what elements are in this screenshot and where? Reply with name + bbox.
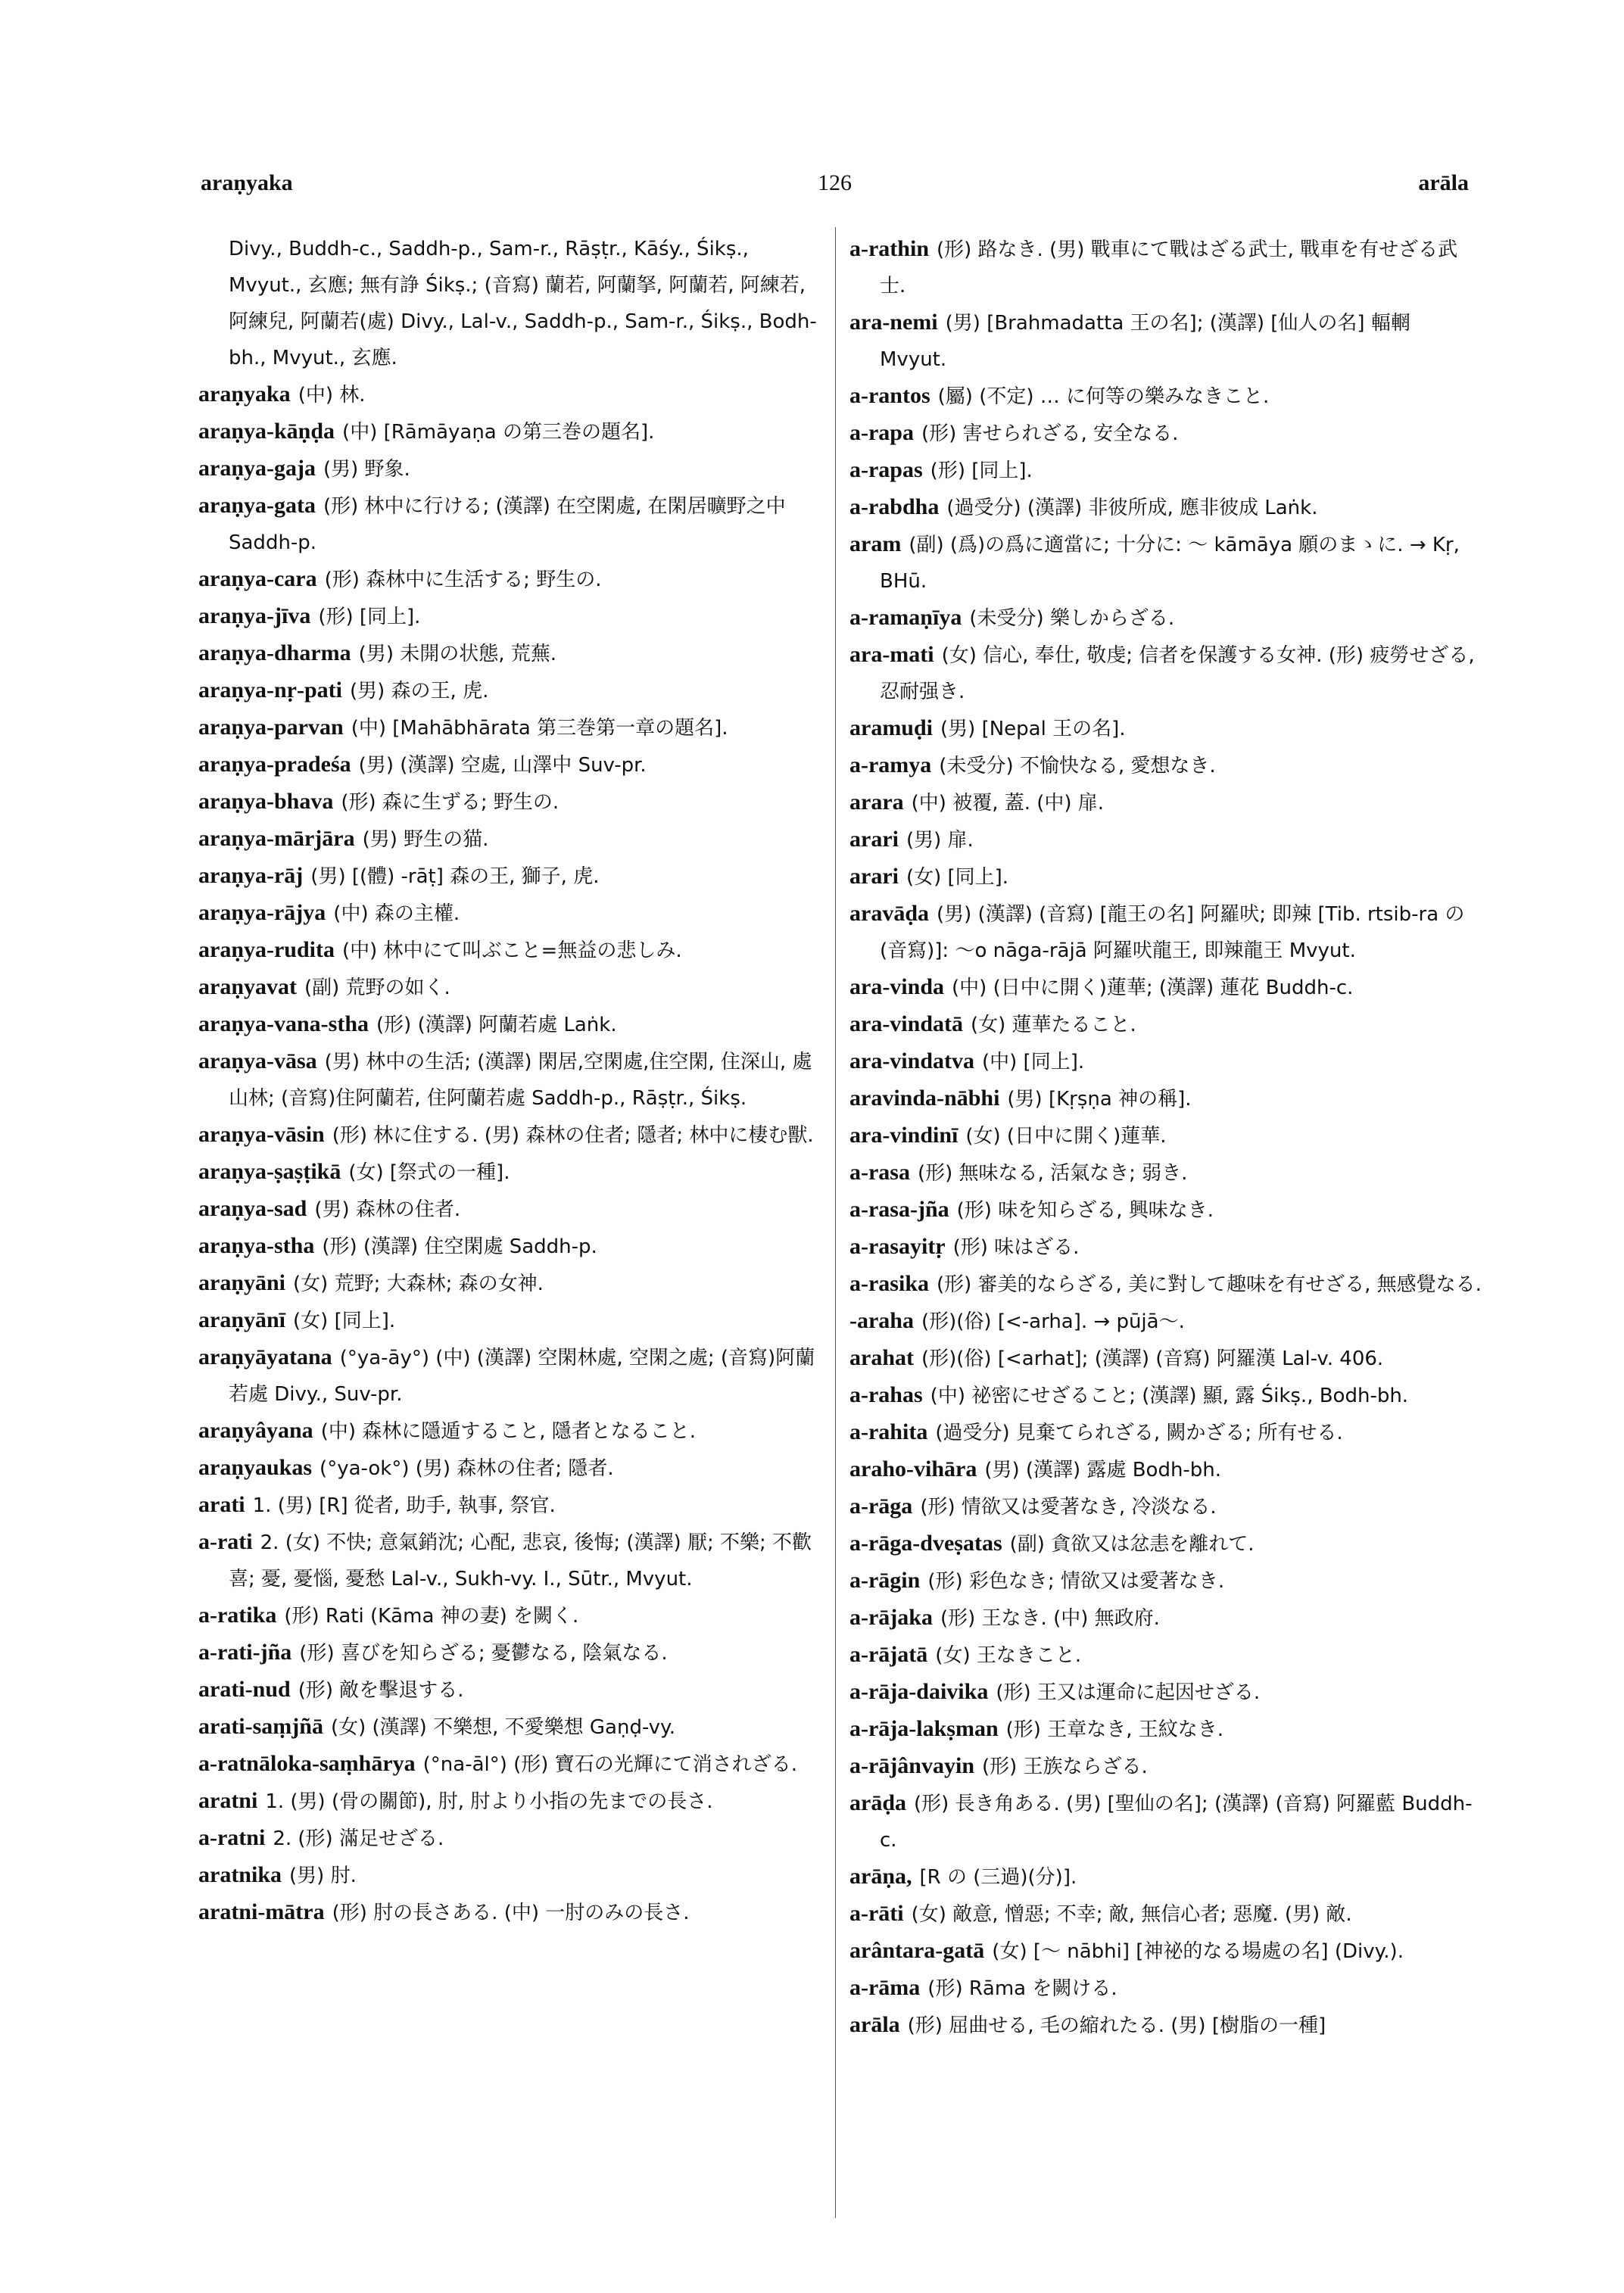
entry-headword: aratni-mātra: [198, 1899, 325, 1924]
dictionary-entry: [198, 1154, 827, 1191]
entry-headword: aravāḍa: [849, 901, 929, 926]
entry-definition: (中) (日中に開く)蓮華; (漢譯) 蓮花 Buddh-c.: [952, 977, 1354, 999]
dictionary-entry: [849, 526, 1482, 600]
dictionary-entry: [849, 1896, 1482, 1933]
entry-headword: araṇya-rudita: [198, 937, 335, 962]
entry-definition: (男) [Kṛṣṇa 神の稱].: [1007, 1088, 1192, 1111]
dictionary-entry: [198, 450, 827, 488]
entry-definition: (中) 森の主權.: [333, 902, 460, 925]
entry-headword: aram: [849, 531, 902, 556]
entry-headword: a-ramya: [849, 752, 932, 777]
entry-definition: (形) 彩色なき; 情欲又は愛著なき.: [927, 1570, 1225, 1593]
entry-headword: araṇya-nṛ-pati: [198, 678, 342, 703]
entry-headword: arahat: [849, 1345, 914, 1370]
dictionary-entry: [849, 1043, 1482, 1080]
dictionary-entry: [198, 932, 827, 969]
dictionary-entry: [198, 1487, 827, 1524]
entry-headword: arântara-gatā: [849, 1938, 985, 1963]
entry-definition: (男) 森の王, 虎.: [350, 680, 489, 703]
dictionary-entry: [849, 1006, 1482, 1043]
entry-definition: (男) 未開の状態, 荒蕪.: [358, 643, 557, 665]
dictionary-entry: [849, 637, 1482, 710]
entry-definition: (女) 敵意, 憎惡; 不幸; 敵, 無信心者; 惡魔. (男) 敵.: [911, 1903, 1352, 1926]
entry-headword: arari: [849, 827, 899, 852]
entry-definition: Divy., Buddh-c., Saddh-p., Sam-r., Rāṣṭr., Kāśy., Śikṣ., Mvyut., 玄應; 無有諍 Śikṣ.; (音寫) 蘭若, 阿蘭拏, 阿蘭若, 阿練若, 阿練兒, 阿蘭若(處) Divy., Lal-v., Saddh-p., Sam-r., Śikṣ., Bodh-bh., Mvyut., 玄應.: [229, 238, 817, 369]
entry-definition: (形) 肘の長さある. (中) 一肘のみの長さ.: [332, 1902, 690, 1924]
entry-headword: araṇya-rāj: [198, 863, 304, 888]
entry-definition: (副) 貪欲又は忿恚を離れて.: [1009, 1533, 1255, 1556]
header-right-word: arāla: [1418, 170, 1469, 195]
entry-definition: (男) (漢譯) 空處, 山澤中 Suv-pr.: [358, 754, 647, 777]
dictionary-entry: [849, 1637, 1482, 1674]
entry-headword: araṇya-jīva: [198, 603, 311, 628]
dictionary-entry: [849, 784, 1482, 821]
entry-headword: ara-vinda: [849, 974, 945, 999]
entry-definition: (形) Rāma を闕ける.: [927, 1977, 1117, 2000]
dictionary-entry: [849, 1414, 1482, 1451]
dictionary-entry: [849, 858, 1482, 896]
dictionary-entry: [849, 489, 1482, 526]
dictionary-entry: [198, 1671, 827, 1709]
dictionary-entry: [198, 1302, 827, 1339]
entry-definition: (女) [同上].: [906, 866, 1009, 889]
entry-definition: (°ya-ok°) (男) 森林の住者; 隱者.: [320, 1457, 614, 1480]
entry-definition: (中) 祕密にせざること; (漢譯) 顯, 露 Śikṣ., Bodh-bh.: [930, 1385, 1409, 1407]
dictionary-entry: [198, 1820, 827, 1857]
dictionary-entry: [198, 1597, 827, 1634]
entry-headword: arari: [849, 864, 899, 889]
dictionary-entry: [849, 231, 1482, 304]
entry-definition: (形) 屈曲せる, 毛の縮れたる. (男) [樹脂の一種]: [907, 2014, 1326, 2037]
dictionary-entry: [849, 896, 1482, 969]
entry-definition: (中) [Rāmāyaṇa の第三巻の題名].: [342, 421, 655, 444]
dictionary-entry: [198, 231, 827, 376]
entry-definition: (形) Rati (Kāma 神の妻) を闕く.: [284, 1605, 579, 1628]
dictionary-entry: [198, 1191, 827, 1228]
entry-definition: 1. (男) [R] 從者, 助手, 執事, 祭官.: [252, 1494, 556, 1517]
entry-definition: (形) 王章なき, 王紋なき.: [1005, 1718, 1224, 1741]
dictionary-entry: [198, 1265, 827, 1302]
entry-definition: (形) [同上].: [930, 460, 1033, 482]
entry-definition: (形) 味を知らざる, 興味なき.: [956, 1199, 1214, 1222]
entry-headword: araṇyāyatana: [198, 1344, 332, 1369]
entry-definition: (形)(俗) [<-arha]. → pūjā～.: [921, 1310, 1185, 1333]
entry-headword: a-rāja-lakṣman: [849, 1716, 999, 1741]
entry-definition: (中) 林.: [298, 384, 366, 407]
entry-definition: (中) 森林に隱遁すること, 隱者となること.: [320, 1420, 697, 1443]
dictionary-entry: [198, 672, 827, 709]
entry-headword: a-ratika: [198, 1603, 277, 1628]
dictionary-entry: [198, 821, 827, 858]
dictionary-entry: [198, 969, 827, 1006]
dictionary-entry: [849, 452, 1482, 489]
entry-definition: (男) (漢譯) 露處 Bodh-bh.: [984, 1459, 1222, 1481]
entry-definition: 2. (女) 不快; 意氣銷沈; 心配, 悲哀, 後悔; (漢譯) 厭; 不樂; 不歡喜; 憂, 憂惱, 憂愁 Lal-v., Sukh-vy. I., Sūtr., Mvyut.: [229, 1531, 812, 1590]
dictionary-entry: [198, 413, 827, 450]
dictionary-entry: [849, 1340, 1482, 1377]
entry-headword: a-rāja-daivika: [849, 1679, 989, 1704]
page-header: [201, 170, 1469, 201]
entry-headword: a-rahas: [849, 1382, 923, 1407]
entry-definition: (男) 肘.: [289, 1865, 357, 1887]
dictionary-entry: [849, 1080, 1482, 1117]
entry-definition: (男) 野象.: [323, 458, 410, 481]
dictionary-entry: [849, 710, 1482, 747]
entry-definition: (男) (漢譯) (音寫) [龍王の名] 阿羅吠; 即辣 [Tib. rtsib-ra の (音寫)]: ～o nāga-rājā 阿羅吠龍王, 即辣龍王 Mvyut.: [880, 903, 1465, 962]
entry-headword: araṇya-pradeśa: [198, 752, 351, 777]
entry-headword: a-rāga: [849, 1494, 913, 1519]
entry-definition: (女) [祭式の一種].: [348, 1161, 510, 1184]
entry-headword: a-rasa-jña: [849, 1197, 949, 1222]
dictionary-entry: [849, 1229, 1482, 1266]
entry-headword: araṇyāni: [198, 1270, 286, 1295]
entry-definition: (副) (爲)の爲に適當に; 十分に: ～ kāmāya 願のまゝに. → Kṛ, BHū.: [880, 534, 1460, 593]
entry-headword: araṇya-rājya: [198, 900, 326, 925]
entry-headword: araṇya-parvan: [198, 715, 344, 740]
dictionary-entry: [198, 1709, 827, 1746]
dictionary-entry: [849, 1192, 1482, 1229]
entry-headword: ara-vindatva: [849, 1048, 974, 1073]
dictionary-entry: [849, 1562, 1482, 1600]
entry-headword: a-rājaka: [849, 1605, 933, 1630]
entry-definition: (形) 敵を擊退する.: [298, 1679, 464, 1702]
entry-headword: ara-mati: [849, 642, 934, 667]
entry-definition: (形) 味はざる.: [952, 1236, 1080, 1259]
dictionary-entry: [849, 1451, 1482, 1488]
dictionary-entry: [198, 1746, 827, 1783]
entry-headword: araṇyānī: [198, 1307, 286, 1332]
entry-headword: ara-vindatā: [849, 1011, 963, 1036]
entry-definition: (形) 害せられざる, 安全なる.: [921, 422, 1179, 445]
entry-headword: aratni: [198, 1788, 258, 1813]
dictionary-entry: [198, 1857, 827, 1894]
entry-headword: arāḍa: [849, 1790, 906, 1815]
entry-headword: a-ratni: [198, 1825, 266, 1850]
entry-definition: (形) [同上].: [318, 606, 421, 628]
dictionary-entry: [849, 1748, 1482, 1785]
entry-headword: a-ratnāloka-saṃhārya: [198, 1751, 416, 1776]
dictionary-entry: [849, 415, 1482, 452]
dictionary-entry: [198, 488, 827, 561]
entry-definition: (女) [～ nābhi] [神祕的なる場處の名] (Divy.).: [992, 1940, 1404, 1963]
entry-headword: araṇya-gata: [198, 493, 316, 518]
dictionary-entry: [849, 304, 1482, 378]
entry-definition: (形) 情欲又は愛著なき, 冷淡なる.: [920, 1496, 1217, 1519]
dictionary-entry: [849, 1785, 1482, 1858]
entry-headword: araṇya-mārjāra: [198, 826, 355, 851]
entry-definition: (男) 林中の生活; (漢譯) 閑居,空閑處,住空閑, 住深山, 處山林; (音寫)住阿蘭若, 住阿蘭若處 Saddh-p., Rāṣṭr., Śikṣ.: [229, 1051, 812, 1110]
dictionary-entry: [849, 1970, 1482, 2007]
entry-definition: (過受分) (漢譯) 非彼所成, 應非彼成 Laṅk.: [946, 497, 1318, 519]
dictionary-entry: [849, 600, 1482, 637]
entry-definition: (形) 路なき. (男) 戰車にて戰はざる武士, 戰車を有せざる武士.: [880, 238, 1458, 298]
dictionary-entry: [849, 747, 1482, 784]
dictionary-entry: [198, 858, 827, 895]
entry-definition: (男) [Nepal 王の名].: [940, 718, 1126, 740]
entry-definition: 1. (男) (骨の關節), 肘, 肘より小指の先までの長さ.: [265, 1790, 713, 1813]
dictionary-entry: [849, 1858, 1482, 1896]
entry-definition: (形) 長き角ある. (男) [聖仙の名]; (漢譯) (音寫) 阿羅藍 Buddh-c.: [880, 1793, 1473, 1852]
dictionary-entry: [849, 1303, 1482, 1340]
entry-headword: araṇya-cara: [198, 566, 317, 591]
dictionary-entry: [198, 1783, 827, 1820]
dictionary-entry: [198, 1339, 827, 1413]
entry-headword: araṇyaka: [198, 382, 291, 407]
entry-headword: aramuḍi: [849, 715, 934, 740]
entry-headword: a-rahita: [849, 1419, 928, 1444]
entry-definition: (男) 扉.: [906, 829, 974, 852]
dictionary-entry: [849, 969, 1482, 1006]
header-left-word: araṇyaka: [201, 170, 293, 195]
entry-definition: (形) 森に生ずる; 野生の.: [341, 791, 560, 814]
dictionary-entry: [198, 561, 827, 598]
dictionary-entry: [849, 821, 1482, 858]
dictionary-entry: [198, 1413, 827, 1450]
entry-definition: (形)(俗) [<arhat]; (漢譯) (音寫) 阿羅漢 Lal-v. 406.: [921, 1347, 1384, 1370]
entry-headword: a-rāti: [849, 1901, 904, 1926]
entry-headword: arati-saṃjñā: [198, 1714, 323, 1739]
entry-definition: (過受分) 見棄てられざる, 闕かざる; 所有せる.: [935, 1422, 1343, 1444]
entry-headword: aratnika: [198, 1862, 282, 1887]
entry-definition: (形) 林に住する. (男) 森林の住者; 隱者; 林中に棲む獸.: [332, 1124, 814, 1147]
left-column: [198, 231, 827, 1931]
entry-headword: a-rathin: [849, 236, 929, 261]
dictionary-entry: [198, 598, 827, 635]
entry-headword: a-rapa: [849, 420, 914, 445]
entry-headword: arati-nud: [198, 1677, 291, 1702]
entry-headword: a-rāga-dveṣatas: [849, 1531, 1002, 1556]
entry-definition: (男) 野生の猫.: [362, 828, 489, 851]
entry-headword: araṇya-sad: [198, 1196, 307, 1221]
dictionary-entry: [198, 376, 827, 413]
entry-headword: a-ramaṇīya: [849, 605, 962, 630]
dictionary-entry: [849, 1488, 1482, 1525]
entry-definition: (女) (漢譯) 不樂想, 不愛樂想 Gaṇḍ-vy.: [330, 1716, 675, 1739]
dictionary-entry: [198, 1634, 827, 1671]
entry-headword: arara: [849, 790, 904, 815]
dictionary-entry: [849, 2007, 1482, 2044]
entry-definition: (形) 王又は運命に起因せざる.: [996, 1681, 1261, 1704]
entry-headword: araṇya-vāsa: [198, 1048, 317, 1073]
entry-definition: (中) 林中にて叫ぶこと=無益の悲しみ.: [342, 939, 682, 962]
entry-definition: (中) [Mahābhārata 第三巻第一章の題名].: [351, 717, 728, 740]
entry-definition: (未受分) 不愉快なる, 愛想なき.: [939, 755, 1216, 777]
entry-headword: a-rabdha: [849, 494, 940, 519]
entry-headword: araṇya-kāṇḍa: [198, 419, 335, 444]
entry-headword: araṇya-ṣaṣṭikā: [198, 1159, 341, 1184]
entry-headword: arāla: [849, 2012, 900, 2037]
entry-definition: (女) 王なきこと.: [935, 1644, 1082, 1667]
entry-definition: (形) 王なき. (中) 無政府.: [940, 1607, 1160, 1630]
entry-headword: a-rājatā: [849, 1642, 928, 1667]
entry-definition: (形) 王族ならざる.: [982, 1756, 1148, 1778]
entry-definition: (°ya-āy°) (中) (漢譯) 空閑林處, 空閑之處; (音寫)阿蘭若處 Divy., Suv-pr.: [229, 1347, 815, 1406]
entry-headword: araṇya-gaja: [198, 456, 316, 481]
entry-definition: (屬) (不定) … に何等の樂みなきこと.: [937, 385, 1270, 408]
entry-definition: (形) 審美的ならざる, 美に對して趣味を有せざる, 無感覺なる.: [937, 1273, 1482, 1296]
entry-headword: araṇya-dharma: [198, 640, 351, 665]
entry-headword: a-rāgin: [849, 1568, 921, 1593]
dictionary-entry: [198, 1894, 827, 1931]
entry-headword: araṇya-bhava: [198, 789, 334, 814]
entry-headword: a-rantos: [849, 383, 930, 408]
dictionary-entry: [198, 709, 827, 746]
entry-headword: arāṇa,: [849, 1864, 912, 1889]
right-column: [849, 231, 1482, 2044]
entry-definition: (形) 林中に行ける; (漢譯) 在空閑處, 在閑居曠野之中 Saddh-p.: [229, 495, 786, 554]
dictionary-entry: [849, 378, 1482, 415]
entry-headword: a-rāma: [849, 1975, 921, 2000]
entry-headword: arati: [198, 1492, 245, 1517]
entry-headword: aravinda-nābhi: [849, 1086, 1000, 1111]
dictionary-entry: [849, 1600, 1482, 1637]
dictionary-entry: [849, 1674, 1482, 1711]
entry-headword: a-rati-jña: [198, 1640, 292, 1665]
entry-definition: (女) 信心, 奉仕, 敬虔; 信者を保護する女神. (形) 疲勞せざる, 忍耐强き.: [880, 644, 1475, 703]
entry-headword: araṇyavat: [198, 974, 297, 999]
entry-definition: (中) [同上].: [982, 1051, 1085, 1073]
entry-definition: (女) [同上].: [293, 1310, 396, 1332]
entry-definition: (形) (漢譯) 阿蘭若處 Laṅk.: [376, 1014, 617, 1036]
entry-headword: araho-vihāra: [849, 1456, 977, 1481]
entry-definition: (男) [(體) -rāṭ] 森の王, 獅子, 虎.: [310, 865, 600, 888]
dictionary-entry: [849, 1377, 1482, 1414]
entry-headword: a-rājânvayin: [849, 1753, 974, 1778]
entry-headword: araṇyaukas: [198, 1455, 313, 1480]
entry-headword: a-rasika: [849, 1271, 929, 1296]
entry-definition: (男) 森林の住者.: [314, 1198, 461, 1221]
entry-definition: (形) 喜びを知らざる; 憂鬱なる, 陰氣なる.: [299, 1642, 668, 1665]
entry-definition: (形) (漢譯) 住空閑處 Saddh-p.: [322, 1235, 597, 1258]
entry-definition: 2. (形) 滿足せざる.: [273, 1827, 444, 1850]
entry-headword: a-rapas: [849, 457, 923, 482]
dictionary-entry: [198, 895, 827, 932]
dictionary-entry: [198, 635, 827, 672]
dictionary-entry: [198, 1043, 827, 1117]
column-divider: [835, 227, 836, 2218]
entry-headword: a-rasa: [849, 1160, 910, 1185]
entry-headword: a-rasayitṛ: [849, 1234, 946, 1259]
dictionary-entry: [849, 1711, 1482, 1748]
dictionary-entry: [198, 1228, 827, 1265]
entry-headword: ara-nemi: [849, 310, 938, 335]
dictionary-entry: [198, 1524, 827, 1597]
entry-definition: (未受分) 樂しからざる.: [969, 607, 1175, 630]
dictionary-entry: [849, 1117, 1482, 1154]
entry-definition: (女) 蓮華たること.: [971, 1014, 1136, 1036]
entry-definition: (形) 森林中に生活する; 野生の.: [324, 569, 602, 591]
entry-definition: (中) 被覆, 蓋. (中) 扉.: [911, 792, 1105, 815]
dictionary-entry: [198, 1006, 827, 1043]
page-number: 126: [818, 170, 852, 195]
entry-definition: (副) 荒野の如く.: [304, 977, 450, 999]
entry-definition: (形) 無味なる, 活氣なき; 弱き.: [917, 1162, 1188, 1185]
entry-headword: araṇya-vana-stha: [198, 1011, 369, 1036]
entry-headword: araṇya-stha: [198, 1233, 315, 1258]
entry-headword: araṇyâyana: [198, 1418, 313, 1443]
entry-definition: (°na-āl°) (形) 寶石の光輝にて消されざる.: [422, 1753, 797, 1776]
entry-headword: a-rati: [198, 1529, 253, 1554]
dictionary-entry: [198, 1450, 827, 1487]
entry-headword: araṇya-vāsin: [198, 1122, 325, 1147]
dictionary-entry: [849, 1154, 1482, 1192]
dictionary-entry: [849, 1525, 1482, 1562]
dictionary-entry: [198, 746, 827, 784]
entry-definition: (男) [Brahmadatta 王の名]; (漢譯) [仙人の名] 輻輞 Mvyut.: [880, 312, 1410, 371]
dictionary-entry: [849, 1933, 1482, 1970]
entry-definition: (女) (日中に開く)蓮華.: [965, 1125, 1167, 1148]
entry-headword: ara-vindinī: [849, 1123, 959, 1148]
entry-headword: -araha: [849, 1308, 914, 1333]
dictionary-entry: [849, 1266, 1482, 1303]
dictionary-entry: [198, 1117, 827, 1154]
entry-definition: [R の (三過)(分)].: [919, 1866, 1077, 1889]
entry-definition: (女) 荒野; 大森林; 森の女神.: [293, 1273, 544, 1295]
dictionary-entry: [198, 784, 827, 821]
